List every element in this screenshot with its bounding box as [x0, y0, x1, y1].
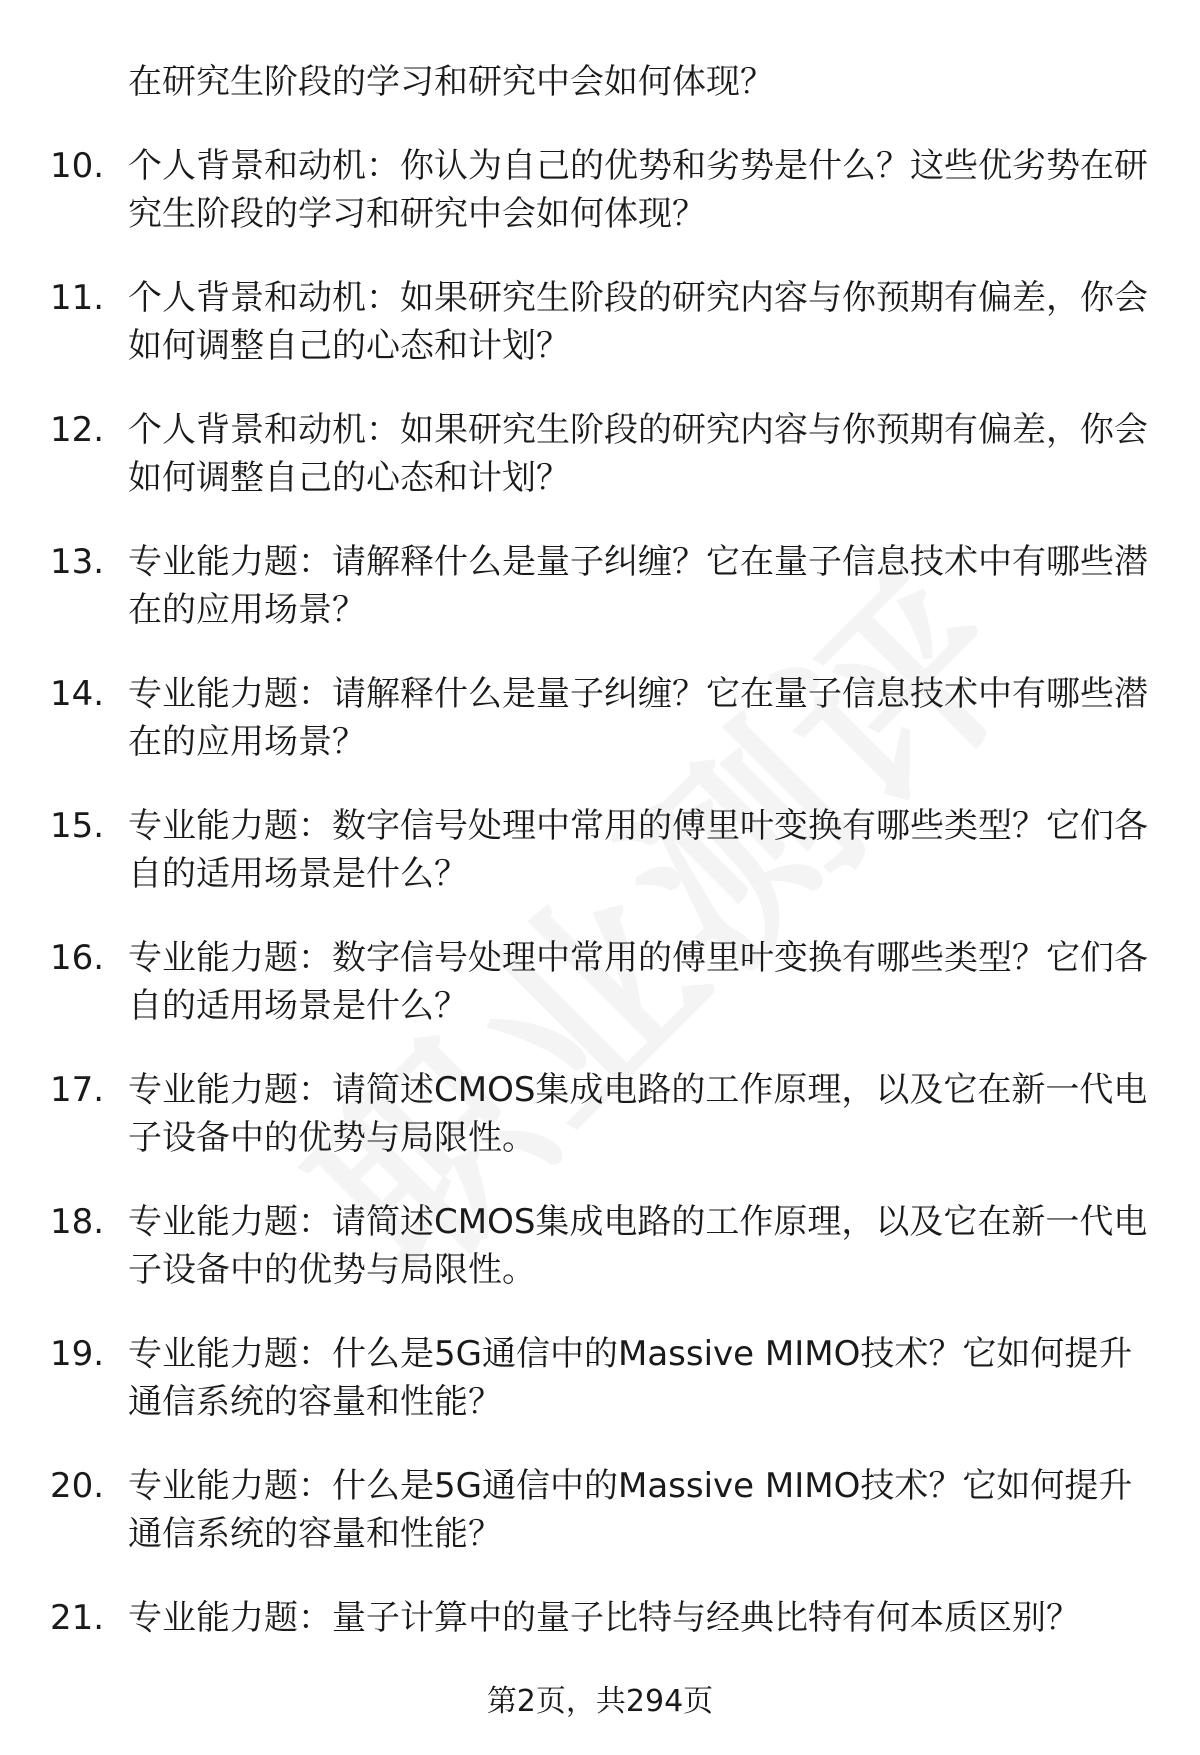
item-text: 个人背景和动机：你认为自己的优势和劣势是什么？这些优劣势在研究生阶段的学习和研究中会如何体现？ — [128, 146, 1148, 234]
item-text: 专业能力题：请解释什么是量子纠缠？它在量子信息技术中有哪些潜在的应用场景？ — [128, 542, 1148, 630]
item-text: 专业能力题：什么是5G通信中的Massive MIMO技术？它如何提升通信系统的容量和性能？ — [128, 1466, 1133, 1554]
list-item — [0, 670, 1200, 802]
item-number: 12. — [50, 410, 105, 450]
item-text: 专业能力题：数字信号处理中常用的傅里叶变换有哪些类型？它们各自的适用场景是什么？ — [128, 938, 1148, 1026]
list-item — [0, 142, 1200, 274]
item-text: 专业能力题：量子计算中的量子比特与经典比特有何本质区别？ — [128, 1598, 1080, 1638]
item-text: 专业能力题：请简述CMOS集成电路的工作原理，以及它在新一代电子设备中的优势与局限性。 — [128, 1202, 1148, 1290]
item-text: 专业能力题：什么是5G通信中的Massive MIMO技术？它如何提升通信系统的容量和性能？ — [128, 1334, 1133, 1422]
item-number: 19. — [50, 1334, 105, 1374]
list-item — [0, 538, 1200, 670]
item-number: 17. — [50, 1070, 105, 1110]
list-item — [0, 934, 1200, 1066]
list-item — [0, 1066, 1200, 1198]
continuation-text: 在研究生阶段的学习和研究中会如何体现？ — [128, 62, 774, 102]
item-number: 14. — [50, 674, 105, 714]
item-number: 11. — [50, 278, 105, 318]
item-text: 专业能力题：请简述CMOS集成电路的工作原理，以及它在新一代电子设备中的优势与局限性。 — [128, 1070, 1148, 1158]
item-number: 10. — [50, 146, 105, 186]
item-number: 18. — [50, 1202, 105, 1242]
item-text: 专业能力题：请解释什么是量子纠缠？它在量子信息技术中有哪些潜在的应用场景？ — [128, 674, 1148, 762]
item-number: 13. — [50, 542, 105, 582]
list-item — [0, 1462, 1200, 1594]
question-list — [0, 142, 1200, 1726]
list-item — [0, 1198, 1200, 1330]
item-text: 个人背景和动机：如果研究生阶段的研究内容与你预期有偏差，你会如何调整自己的心态和计划？ — [128, 278, 1148, 366]
item-number: 16. — [50, 938, 105, 978]
item-number: 20. — [50, 1466, 105, 1506]
item-number: 21. — [50, 1598, 105, 1638]
list-item — [0, 1330, 1200, 1462]
item-text: 个人背景和动机：如果研究生阶段的研究内容与你预期有偏差，你会如何调整自己的心态和计划？ — [128, 410, 1148, 498]
list-item — [0, 802, 1200, 934]
list-item — [0, 406, 1200, 538]
item-text: 专业能力题：数字信号处理中常用的傅里叶变换有哪些类型？它们各自的适用场景是什么？ — [128, 806, 1148, 894]
list-item — [0, 274, 1200, 406]
item-number: 15. — [50, 806, 105, 846]
page-footer: 第2页，共294页 — [486, 1684, 714, 1719]
